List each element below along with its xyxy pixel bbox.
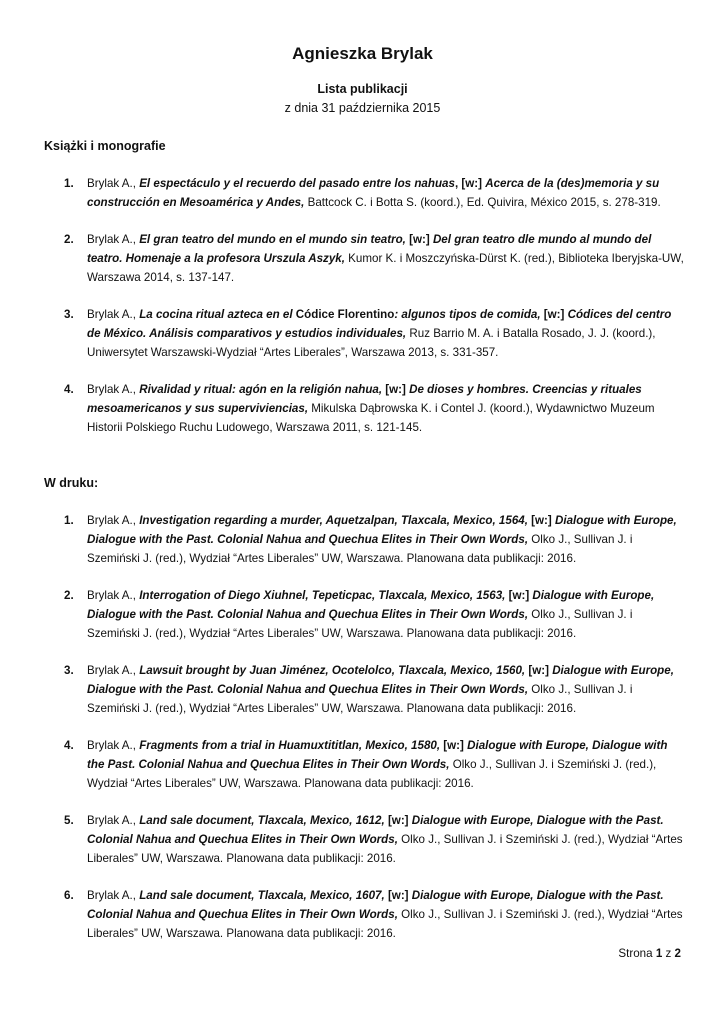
entry-text-segment: [w:] — [384, 889, 412, 902]
entry-text-segment: Brylak A., — [87, 233, 140, 246]
publication-entry — [64, 380, 684, 437]
page-of-label: z — [665, 947, 672, 960]
publication-entry — [64, 811, 684, 868]
entry-number: 1. — [64, 177, 74, 190]
entry-text-segment: Olko J., Sullivan J. i Szemiński J. (red.), Wydział “Artes Liberales” UW, Warszawa. Planowana data publikacji: 2016. — [87, 908, 683, 940]
document-date: z dnia 31 października 2015 — [284, 101, 441, 115]
entry-text-segment: El gran teatro del mundo en el mundo sin teatro, — [139, 233, 406, 246]
entry-text-segment: [w:] — [505, 589, 533, 602]
section-heading-in-press: W druku: — [44, 476, 99, 490]
entry-text-segment: Del gran teatro dle mundo al mundo del teatro. Homenaje a la profesora Urszula Aszyk, — [87, 233, 652, 265]
document-subtitle: Lista publikacji — [317, 82, 408, 96]
entry-text-segment: Olko J., Sullivan J. i Szemiński J. (red.), Wydział “Artes Liberales” UW, Warszawa. Planowana data publikacji: 2016. — [87, 683, 633, 715]
entry-text-segment: Brylak A., — [87, 514, 140, 527]
entry-number: 2. — [64, 589, 74, 602]
entry-text-segment: Códices del centro de México. Análisis comparativos y estudios individuales, — [87, 308, 672, 340]
entry-text-segment: [w:] — [382, 383, 410, 396]
entry-number: 5. — [64, 814, 74, 827]
entry-text-segment: [w:] — [540, 308, 568, 321]
page-footer — [618, 947, 681, 960]
total-page-count: 2 — [674, 947, 681, 960]
entry-text-segment: Fragments from a trial in Huamuxtititlan, Mexico, 1580, — [139, 739, 441, 752]
publication-list-books — [64, 174, 684, 437]
publication-entry — [64, 174, 684, 212]
entry-number: 6. — [64, 889, 74, 902]
entry-text-segment: Rivalidad y ritual: agón en la religión nahua, — [139, 383, 383, 396]
entry-text-segment: Olko J., Sullivan J. i Szemiński J. (red.), Wydział “Artes Liberales” UW, Warszawa. Planowana data publikacji: 2016. — [87, 833, 683, 865]
publication-entry — [64, 886, 684, 943]
publication-entry — [64, 661, 684, 718]
entry-text-segment: [w:] — [527, 514, 555, 527]
entry-text-segment: Investigation regarding a murder, Aquetzalpan, Tlaxcala, Mexico, 1564, — [139, 514, 528, 527]
entry-text-segment: De dioses y hombres. Creencias y rituales mesoamericanos y sus superviviencias, — [87, 383, 642, 415]
entry-text-segment: Olko J., Sullivan J. i Szemiński J. (red.), Wydział “Artes Liberales” UW, Warszawa. Planowana data publikacji: 2016. — [87, 608, 633, 640]
entry-text-segment: Brylak A., — [87, 739, 140, 752]
author-name: Agnieszka Brylak — [292, 44, 433, 63]
entry-text-segment: Dialogue with Europe, Dialogue with the Past. Colonial Nahua and Quechua Elites in Their Own Words, — [87, 514, 677, 546]
entry-number: 4. — [64, 383, 74, 396]
publication-entry — [64, 736, 684, 793]
entry-text-segment: Dialogue with Europe, Dialogue with the Past. Colonial Nahua and Quechua Elites in Their Own Words, — [87, 739, 668, 771]
entry-text-segment: Olko J., Sullivan J. i Szemiński J. (red.), Wydział “Artes Liberales” UW, Warszawa. Planowana data publikacji: 2016. — [87, 758, 657, 790]
publication-entry — [64, 230, 684, 287]
publication-entry — [64, 511, 684, 568]
entry-text-segment: Mikulska Dąbrowska K. i Contel J. (koord.), Wydawnictwo Muzeum Historii Polskiego Ruchu Ludowego, Warszawa 2011, s. 121-145. — [87, 402, 655, 434]
entry-text-segment: Kumor K. i Moszczyńska-Dürst K. (red.), Biblioteka Iberyjska-UW, Warszawa 2014, s. 137-147. — [87, 252, 684, 284]
entry-text-segment: Dialogue with Europe, Dialogue with the Past. Colonial Nahua and Quechua Elites in Their Own Words, — [87, 589, 655, 621]
entry-number: 3. — [64, 308, 74, 321]
entry-number: 4. — [64, 739, 74, 752]
entry-text-segment: Olko J., Sullivan J. i Szemiński J. (red.), Wydział “Artes Liberales” UW, Warszawa. Planowana data publikacji: 2016. — [87, 533, 633, 565]
entry-text-segment: Land sale document, Tlaxcala, Mexico, 1612, — [139, 814, 385, 827]
entry-text-segment: Brylak A., — [87, 589, 140, 602]
entry-text-segment: [w:] — [405, 233, 433, 246]
publication-entry — [64, 586, 684, 643]
entry-text-segment: Brylak A., — [87, 308, 140, 321]
current-page-number: 1 — [655, 947, 663, 960]
entry-text-segment: La cocina ritual azteca en el — [139, 308, 293, 321]
entry-number: 2. — [64, 233, 74, 246]
entry-text-segment: Dialogue with Europe, Dialogue with the Past. Colonial Nahua and Quechua Elites in Their Own Words, — [87, 664, 674, 696]
entry-text-segment: Acerca de la (des)memoria y su construcción en Mesoamérica y Andes, — [87, 177, 660, 209]
publication-list-in-press — [64, 511, 684, 943]
entry-number: 3. — [64, 664, 74, 677]
entry-text-segment: [w:] — [440, 739, 468, 752]
entry-number: 1. — [64, 514, 74, 527]
entry-text-segment: Interrogation of Diego Xiuhnel, Tepeticpac, Tlaxcala, Mexico, 1563, — [139, 589, 506, 602]
page-label: Strona — [618, 947, 653, 960]
entry-text-segment: Land sale document, Tlaxcala, Mexico, 1607, — [139, 889, 385, 902]
entry-text-segment: Brylak A., — [87, 889, 140, 902]
entry-text-segment: Dialogue with Europe, Dialogue with the Past. Colonial Nahua and Quechua Elites in Their Own Words, — [87, 814, 664, 846]
entry-text-segment: : algunos tipos de comida, — [394, 308, 541, 321]
entry-text-segment: Brylak A., — [87, 814, 140, 827]
entry-text-segment: Battcock C. i Botta S. (koord.), Ed. Quivira, México 2015, s. 278-319. — [304, 196, 661, 209]
entry-text-segment: Lawsuit brought by Juan Jiménez, Ocotelolco, Tlaxcala, Mexico, 1560, — [139, 664, 526, 677]
entry-text-segment: [w:] — [384, 814, 412, 827]
entry-text-segment: [w:] — [525, 664, 553, 677]
entry-text-segment: Brylak A., — [87, 664, 140, 677]
entry-text-segment: , [w:] — [454, 177, 486, 190]
entry-text-segment: Ruz Barrio M. A. i Batalla Rosado, J. J. (koord.), Uniwersytet Warszawski-Wydział “Artes Liberales”, Warszawa 2013, s. 331-357. — [87, 327, 656, 359]
section-heading-books: Książki i monografie — [44, 139, 166, 153]
entry-text-segment: Brylak A., — [87, 383, 140, 396]
entry-text-segment: El espectáculo y el recuerdo del pasado entre los nahuas — [139, 177, 455, 190]
publication-entry — [64, 305, 684, 362]
entry-text-segment: Dialogue with Europe, Dialogue with the Past. Colonial Nahua and Quechua Elites in Their Own Words, — [87, 889, 664, 921]
entry-text-segment: Brylak A., — [87, 177, 140, 190]
entry-text-segment: Códice Florentino — [292, 308, 395, 321]
